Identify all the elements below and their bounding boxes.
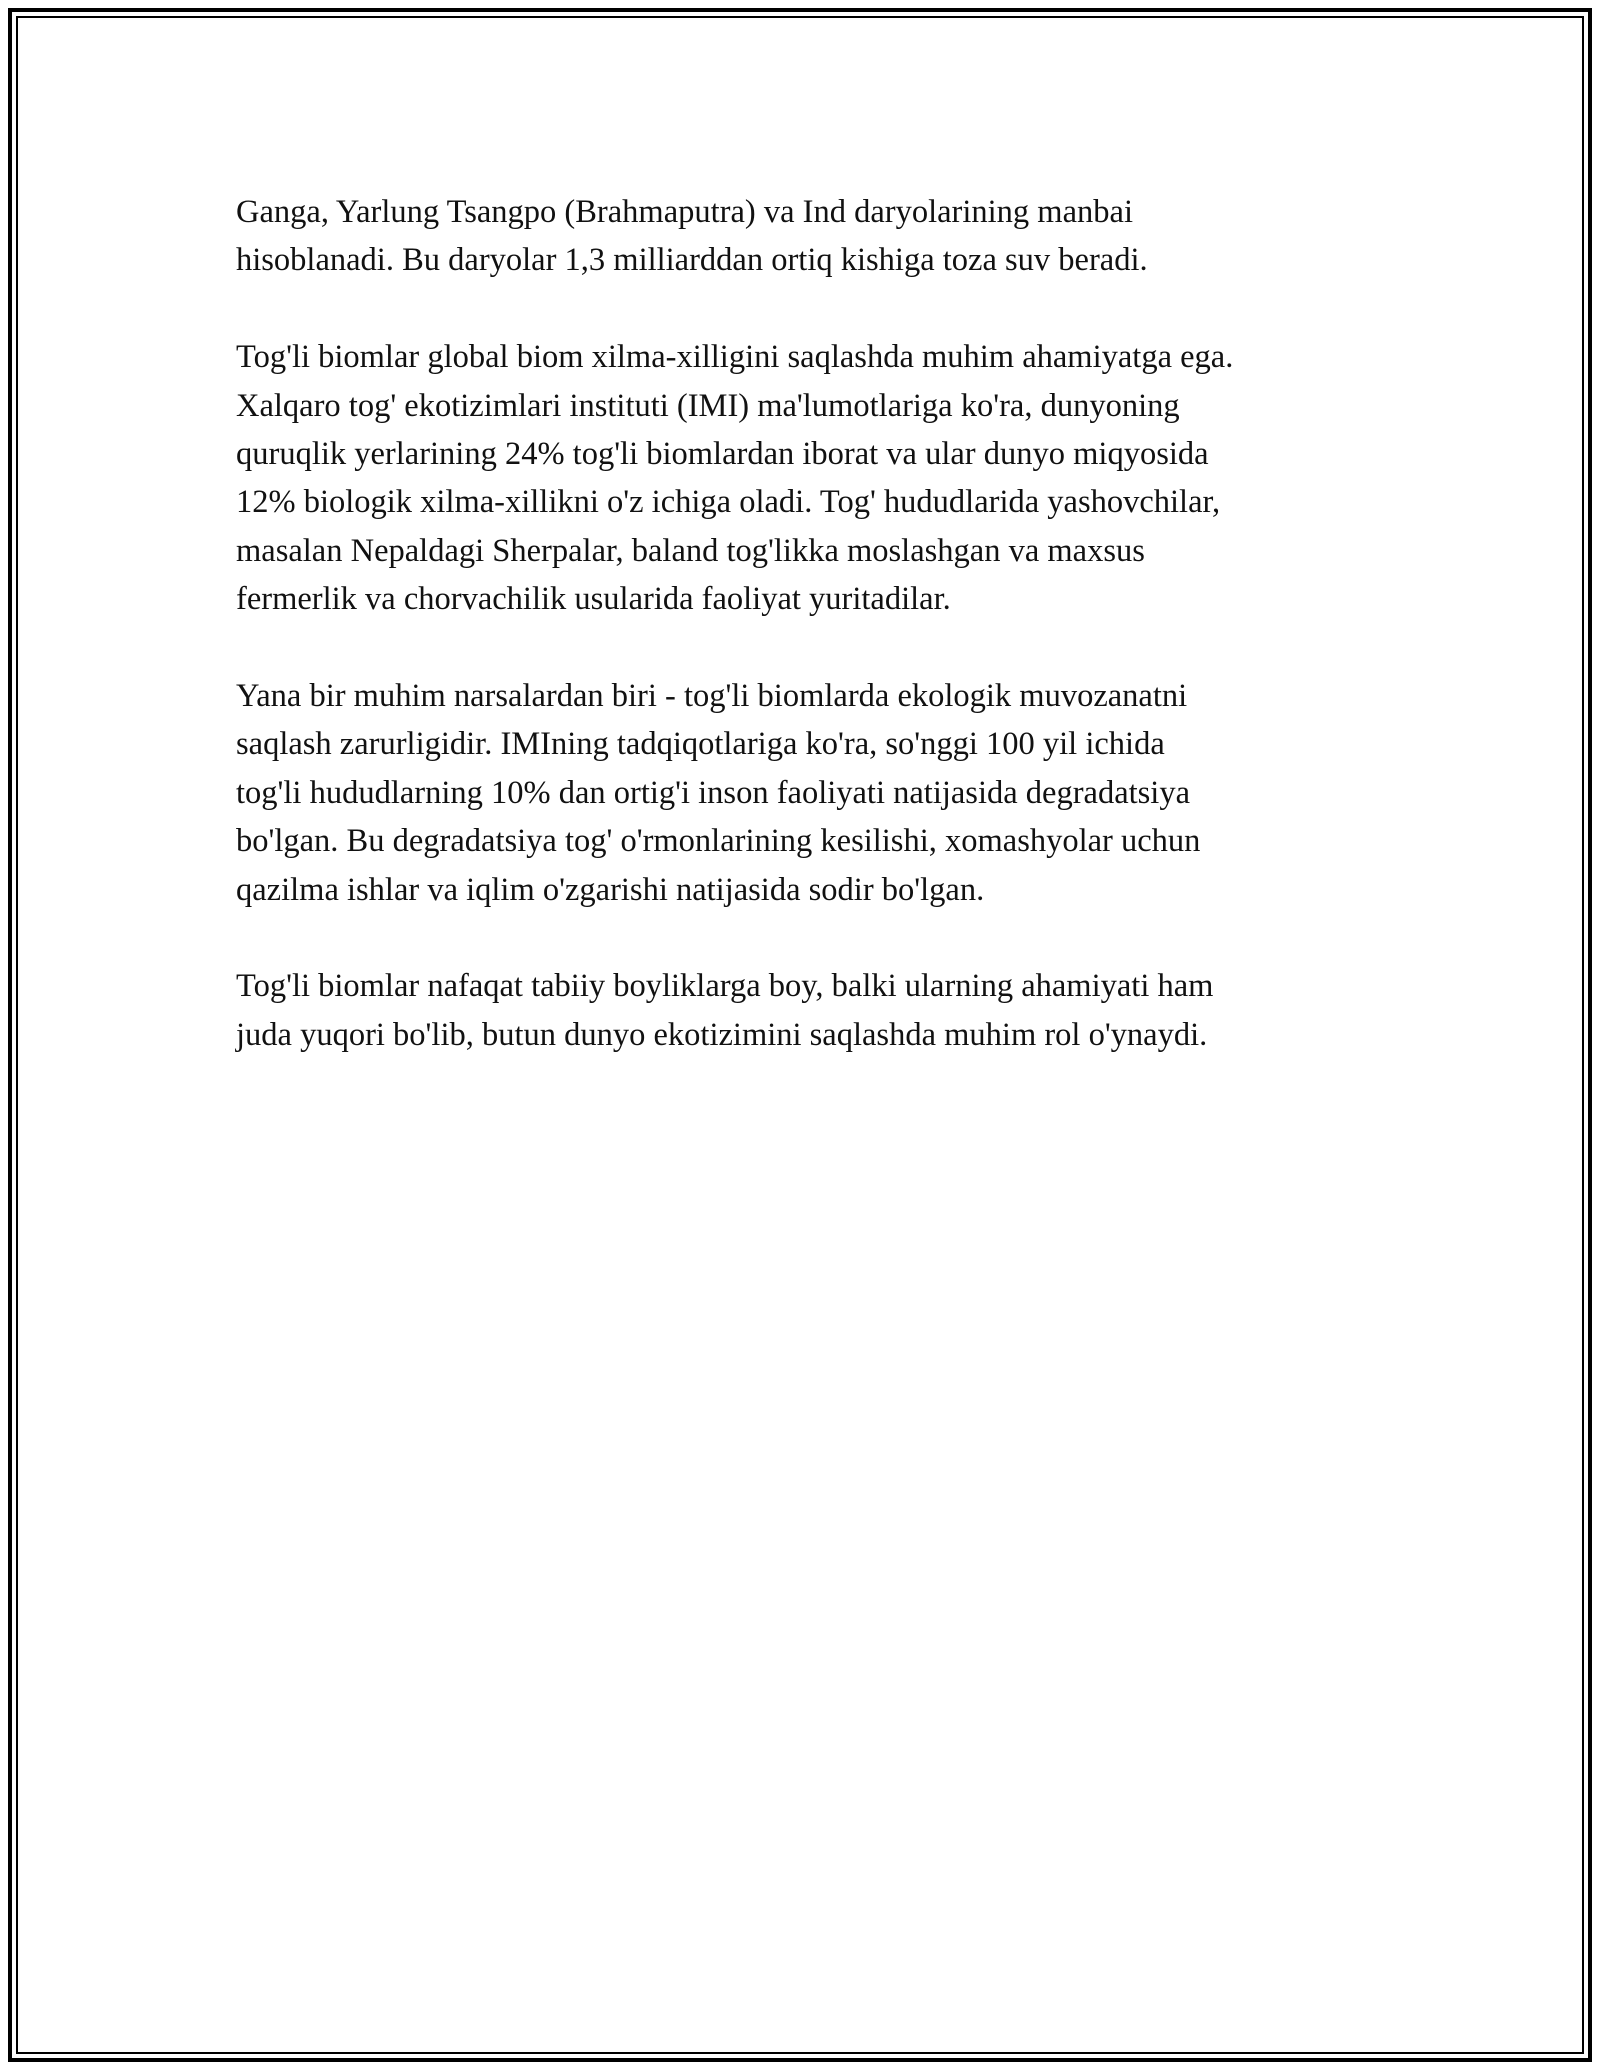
paragraph-rivers: Ganga, Yarlung Tsangpo (Brahmaputra) va Ind daryolarining manbai hisoblanadi. Bu daryolar 1,3 milliarddan ortiq kishiga toza suv beradi. xyxy=(236,194,1148,279)
paragraph-conclusion: Tog'li biomlar nafaqat tabiiy boyliklarga boy, balki ularning ahamiyati ham juda yuqori bo'lib, butun dunyo ekotizimini saqlashda muhim rol o'ynaydi. xyxy=(236,968,1214,1053)
paragraph-biodiversity: Tog'li biomlar global biom xilma-xilligini saqlashda muhim ahamiyatga ega. Xalqaro tog' ekotizimlari instituti (IMI) ma'lumotlariga ko'ra, dunyoning quruqlik yerlarining 24% tog'li biomlardan iborat va ular dunyo miqyosida 12% biologik xilma-xillikni o'z ichiga oladi. Tog' hududlarida yashovchilar, masalan Nepaldagi Sherpalar, baland tog'likka moslashgan va maxsus fermerlik va chorvachilik usularida faoliyat yuritadilar. xyxy=(236,339,1234,618)
paragraph-ecological-balance: Yana bir muhim narsalardan biri - tog'li biomlarda ekologik muvozanatni saqlash zarurligidir. IMIning tadqiqotlariga ko'ra, so'nggi 100 yil ichida tog'li hududlarning 10% dan ortig'i inson faoliyati natijasida degradatsiya bo'lgan. Bu degradatsiya tog' o'rmonlarining kesilishi, xomashyolar uchun qazilma ishlar va iqlim o'zgarishi natijasida sodir bo'lgan. xyxy=(236,678,1201,908)
document-body xyxy=(236,188,1396,1108)
